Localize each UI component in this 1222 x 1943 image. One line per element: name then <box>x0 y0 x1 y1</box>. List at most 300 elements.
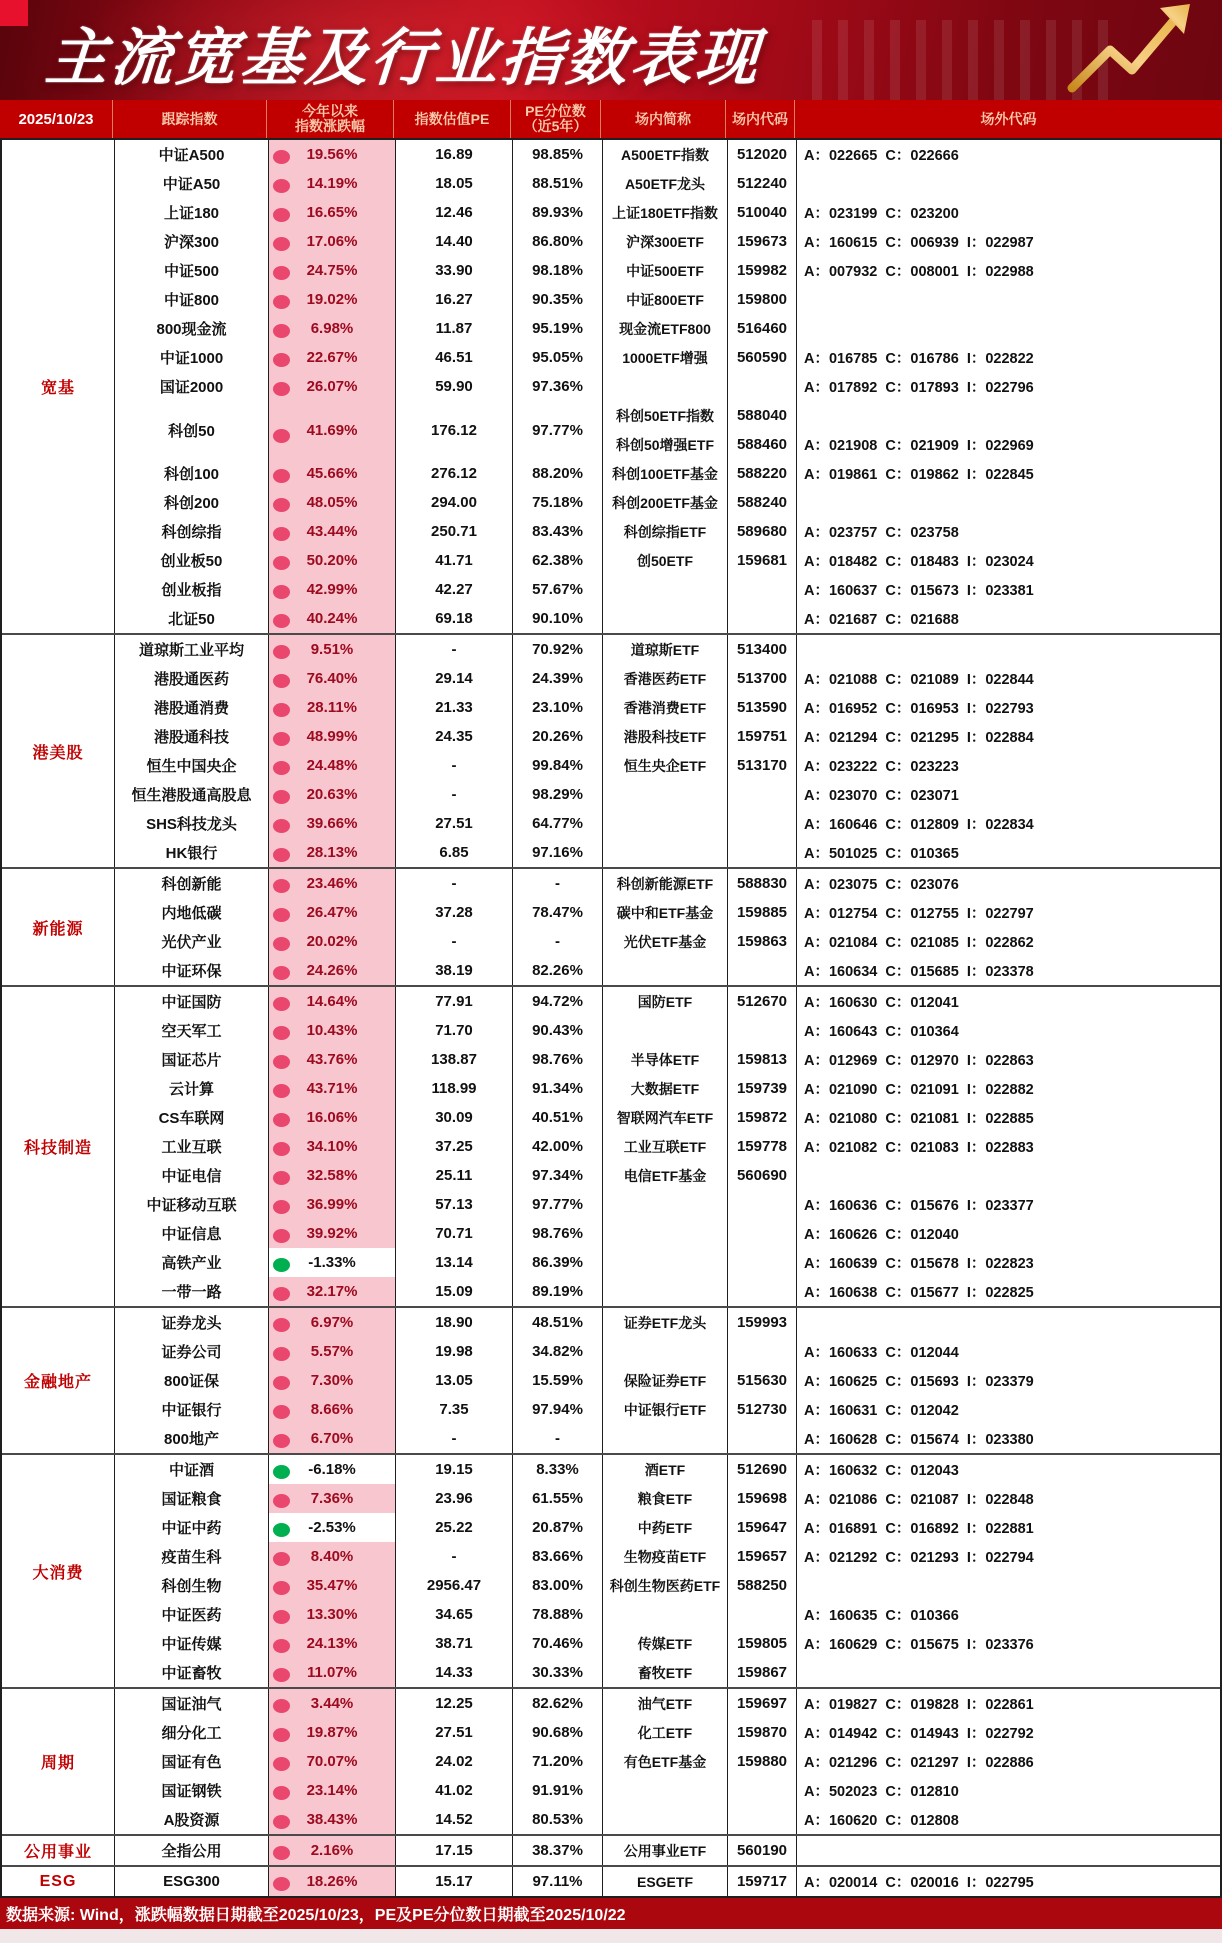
cell-exchange-code <box>728 838 797 867</box>
cell-exchange-code: 159880 <box>728 1747 797 1776</box>
subline: 588460 <box>736 436 788 453</box>
ytd-change-value: 20.63% <box>306 786 358 803</box>
header-date: 2025/10/23 <box>0 100 113 138</box>
change-dot-icon <box>273 1815 290 1829</box>
change-dot-icon <box>273 1171 290 1185</box>
cell-pe-percentile: 61.55% <box>513 1484 603 1513</box>
cell-index-name: 科创新能 <box>115 869 269 898</box>
cell-exchange-code: 512670 <box>728 987 797 1016</box>
footer-source: 数据来源: Wind，涨跌幅数据日期截至2025/10/23，PE及PE分位数日期截至2025/10/22 <box>6 1907 626 1924</box>
cell-index-name: 空天军工 <box>115 1016 269 1045</box>
table-row <box>115 1513 1220 1542</box>
cell-index-name: 国证粮食 <box>115 1484 269 1513</box>
cell-short-name: 半导体ETF <box>603 1045 728 1074</box>
cell-pe: 69.18 <box>396 604 513 633</box>
cell-short-name: 香港医药ETF <box>603 664 728 693</box>
bottom-strip <box>0 1929 1222 1943</box>
cell-ytd-change <box>269 780 396 809</box>
ytd-change-value: 43.76% <box>306 1051 358 1068</box>
cell-pe-percentile: 23.10% <box>513 693 603 722</box>
ytd-change-value: 24.26% <box>306 962 358 979</box>
change-dot-icon <box>273 1287 290 1301</box>
cell-pe: 24.02 <box>396 1747 513 1776</box>
table-row <box>115 1629 1220 1658</box>
cell-pe: 14.33 <box>396 1658 513 1687</box>
ytd-change-value: 24.75% <box>306 262 358 279</box>
cell-index-name: 港股通消费 <box>115 693 269 722</box>
cell-short-name: 科创200ETF基金 <box>603 488 728 517</box>
cell-ytd-change <box>269 1074 396 1103</box>
cell-ytd-change <box>269 1542 396 1571</box>
cell-pe: 14.52 <box>396 1805 513 1834</box>
ytd-change-value: 19.02% <box>306 291 358 308</box>
column-header-otc-code: 场外代码 <box>980 110 1037 127</box>
cell-exchange-code <box>728 575 797 604</box>
cell-exchange-code: 513400 <box>728 635 797 664</box>
cell-short-name: 酒ETF <box>603 1455 728 1484</box>
table-row <box>115 1190 1220 1219</box>
cell-short-name: 中证500ETF <box>603 256 728 285</box>
cell-index-name: 中证医药 <box>115 1600 269 1629</box>
cell-short-name <box>603 604 728 633</box>
cell-index-name: 一带一路 <box>115 1277 269 1306</box>
cell-exchange-code <box>728 1277 797 1306</box>
cell-pe: 30.09 <box>396 1103 513 1132</box>
cell-pe: 19.98 <box>396 1337 513 1366</box>
cell-pe: 29.14 <box>396 664 513 693</box>
table-row <box>115 604 1220 633</box>
cell-index-name: 中证移动互联 <box>115 1190 269 1219</box>
cell-short-name: 中证银行ETF <box>603 1395 728 1424</box>
cell-index-name: 中证信息 <box>115 1219 269 1248</box>
cell-ytd-change <box>269 1045 396 1074</box>
cell-exchange-code: 159647 <box>728 1513 797 1542</box>
cell-index-name: 中证酒 <box>115 1455 269 1484</box>
ytd-change-value: 6.70% <box>310 1430 354 1447</box>
ytd-change-value: 14.64% <box>306 993 358 1010</box>
cell-otc-codes: A：021090 C：021091 I：022882 <box>804 1082 1034 1098</box>
cell-index-name: 北证50 <box>115 604 269 633</box>
cell-otc-codes: A：021088 C：021089 I：022844 <box>804 672 1034 688</box>
cell-ytd-change <box>269 1277 396 1306</box>
cell-short-name: 现金流ETF800 <box>603 314 728 343</box>
cell-pe: 70.71 <box>396 1219 513 1248</box>
cell-pe: 118.99 <box>396 1074 513 1103</box>
cell-exchange-code: 588240 <box>728 488 797 517</box>
cell-pe: 138.87 <box>396 1045 513 1074</box>
ytd-change-value: 11.07% <box>306 1664 358 1681</box>
table-row <box>115 372 1220 401</box>
table-row <box>115 809 1220 838</box>
change-dot-icon <box>273 556 290 570</box>
cell-pe-percentile: 71.20% <box>513 1747 603 1776</box>
cell-ytd-change <box>269 604 396 633</box>
cell-index-name: 中证国防 <box>115 987 269 1016</box>
cell-otc-codes: A：021296 C：021297 I：022886 <box>804 1755 1034 1771</box>
table-row <box>115 1366 1220 1395</box>
change-dot-icon <box>273 1200 290 1214</box>
cell-otc-codes <box>797 1161 1220 1190</box>
cell-index-name: 国证2000 <box>115 372 269 401</box>
cell-pe-percentile: 98.85% <box>513 140 603 169</box>
cell-pe: 19.15 <box>396 1455 513 1484</box>
cell-ytd-change <box>269 343 396 372</box>
column-header-index: 跟踪指数 <box>113 100 267 138</box>
cell-ytd-change <box>269 401 396 459</box>
subline: 科创50ETF指数 <box>615 407 714 424</box>
cell-exchange-code: 159681 <box>728 546 797 575</box>
cell-short-name: 沪深300ETF <box>603 227 728 256</box>
cell-short-name <box>603 1424 728 1453</box>
cell-pe: 276.12 <box>396 459 513 488</box>
cell-index-name: 上证180 <box>115 198 269 227</box>
table-row <box>115 1277 1220 1306</box>
cell-short-name: 香港消费ETF <box>603 693 728 722</box>
cell-short-name: 油气ETF <box>603 1689 728 1718</box>
cell-short-name: 上证180ETF指数 <box>603 198 728 227</box>
ytd-change-value: 32.17% <box>306 1283 358 1300</box>
change-dot-icon <box>273 614 290 628</box>
change-dot-icon <box>273 353 290 367</box>
ytd-change-value: -1.33% <box>308 1254 356 1271</box>
cell-exchange-code <box>728 372 797 401</box>
cell-index-name: 沪深300 <box>115 227 269 256</box>
cell-otc-codes <box>797 635 1220 664</box>
cell-pe: 250.71 <box>396 517 513 546</box>
cell-ytd-change <box>269 227 396 256</box>
cell-pe-percentile: 97.94% <box>513 1395 603 1424</box>
cell-exchange-code: 560690 <box>728 1161 797 1190</box>
cell-pe: 77.91 <box>396 987 513 1016</box>
cell-short-name: 生物疫苗ETF <box>603 1542 728 1571</box>
ytd-change-value: 26.47% <box>306 904 358 921</box>
cell-exchange-code <box>728 1219 797 1248</box>
cell-short-name: 科创100ETF基金 <box>603 459 728 488</box>
subline <box>797 401 1220 430</box>
cell-short-name <box>603 1805 728 1834</box>
cell-pe-percentile: - <box>513 927 603 956</box>
cell-otc-codes <box>797 285 1220 314</box>
cell-ytd-change <box>269 809 396 838</box>
cell-pe-percentile: 70.92% <box>513 635 603 664</box>
cell-otc-codes: A：160646 C：012809 I：022834 <box>804 817 1034 833</box>
cell-short-name <box>603 1190 728 1219</box>
table-row <box>115 1337 1220 1366</box>
cell-index-name: 科创综指 <box>115 517 269 546</box>
cell-ytd-change <box>269 1689 396 1718</box>
ytd-change-value: -2.53% <box>308 1519 356 1536</box>
cell-otc-codes: A：160625 C：015693 I：023379 <box>804 1374 1034 1390</box>
cell-short-name: A50ETF龙头 <box>603 169 728 198</box>
cell-exchange-code <box>728 1776 797 1805</box>
cell-otc-codes: A：017892 C：017893 I：022796 <box>804 380 1034 396</box>
cell-otc-codes: A：016785 C：016786 I：022822 <box>804 351 1034 367</box>
cell-pe-percentile: 34.82% <box>513 1337 603 1366</box>
cell-exchange-code: 159751 <box>728 722 797 751</box>
ytd-change-value: 48.05% <box>306 494 358 511</box>
cell-ytd-change <box>269 1424 396 1453</box>
cell-pe-percentile: 38.37% <box>513 1836 603 1865</box>
cell-index-name: 800证保 <box>115 1366 269 1395</box>
subline: 588040 <box>736 407 788 424</box>
cell-pe: 16.27 <box>396 285 513 314</box>
table-row <box>115 987 1220 1016</box>
table-row <box>115 956 1220 985</box>
cell-short-name <box>603 1219 728 1248</box>
cell-exchange-code: 513590 <box>728 693 797 722</box>
change-dot-icon <box>273 879 290 893</box>
cell-pe: 18.05 <box>396 169 513 198</box>
cell-ytd-change <box>269 898 396 927</box>
cell-short-name <box>603 401 728 459</box>
cell-index-name: 恒生中国央企 <box>115 751 269 780</box>
cell-pe: 46.51 <box>396 343 513 372</box>
ytd-change-value: 39.66% <box>306 815 358 832</box>
cell-index-name: 800地产 <box>115 1424 269 1453</box>
cell-pe: 16.89 <box>396 140 513 169</box>
ytd-change-value: 34.10% <box>306 1138 358 1155</box>
cell-pe-percentile: 8.33% <box>513 1455 603 1484</box>
ytd-change-value: 35.47% <box>306 1577 358 1594</box>
cell-index-name: CS车联网 <box>115 1103 269 1132</box>
cell-pe: 11.87 <box>396 314 513 343</box>
ytd-change-value: 6.98% <box>310 320 354 337</box>
cell-exchange-code: 588830 <box>728 869 797 898</box>
change-dot-icon <box>273 1026 290 1040</box>
cell-otc-codes <box>797 314 1220 343</box>
column-header-change-line2: 指数涨跌幅 <box>295 118 365 134</box>
change-dot-icon <box>273 237 290 251</box>
cell-short-name: 港股科技ETF <box>603 722 728 751</box>
table-row <box>115 401 1220 459</box>
cell-pe: 24.35 <box>396 722 513 751</box>
change-dot-icon <box>273 1347 290 1361</box>
column-header-pe: 指数估值PE <box>394 100 511 138</box>
category-label: ESG <box>2 1867 115 1896</box>
table-row <box>115 459 1220 488</box>
cell-short-name <box>603 1600 728 1629</box>
cell-otc-codes <box>797 1658 1220 1687</box>
cell-index-name: 细分化工 <box>115 1718 269 1747</box>
change-dot-icon <box>273 295 290 309</box>
cell-ytd-change <box>269 664 396 693</box>
table-row <box>115 722 1220 751</box>
cell-short-name: 传媒ETF <box>603 1629 728 1658</box>
cell-pe: 27.51 <box>396 809 513 838</box>
cell-index-name: 国证钢铁 <box>115 1776 269 1805</box>
change-dot-icon <box>273 1465 290 1479</box>
cell-exchange-code: 159885 <box>728 898 797 927</box>
cell-pe: - <box>396 1542 513 1571</box>
cell-index-name: 中证传媒 <box>115 1629 269 1658</box>
cell-pe-percentile: 94.72% <box>513 987 603 1016</box>
section <box>2 1687 1220 1834</box>
column-header-exchange-code: 场内代码 <box>726 100 795 138</box>
ytd-change-value: 9.51% <box>310 641 354 658</box>
cell-short-name <box>603 575 728 604</box>
ytd-change-value: 7.30% <box>310 1372 354 1389</box>
change-dot-icon <box>273 208 290 222</box>
table-row <box>115 1132 1220 1161</box>
cell-ytd-change <box>269 1747 396 1776</box>
cell-ytd-change <box>269 1776 396 1805</box>
ytd-change-value: 20.02% <box>306 933 358 950</box>
cell-index-name: 科创生物 <box>115 1571 269 1600</box>
category-label: 周期 <box>2 1689 115 1834</box>
cell-short-name: 公用事业ETF <box>603 1836 728 1865</box>
cell-otc-codes: A：007932 C：008001 I：022988 <box>804 264 1034 280</box>
cell-exchange-code: 515630 <box>728 1366 797 1395</box>
cell-index-name: 国证芯片 <box>115 1045 269 1074</box>
table-row <box>115 635 1220 664</box>
change-dot-icon <box>273 937 290 951</box>
corner-accent <box>0 0 28 26</box>
cell-otc-codes: A：012969 C：012970 I：022863 <box>804 1053 1034 1069</box>
cell-ytd-change <box>269 838 396 867</box>
cell-index-name: 证券龙头 <box>115 1308 269 1337</box>
cell-pe: 6.85 <box>396 838 513 867</box>
section <box>2 633 1220 867</box>
cell-exchange-code: 560190 <box>728 1836 797 1865</box>
cell-pe: - <box>396 635 513 664</box>
table-row <box>115 1805 1220 1834</box>
cell-index-name: 国证有色 <box>115 1747 269 1776</box>
cell-ytd-change <box>269 956 396 985</box>
table-row <box>115 1718 1220 1747</box>
cell-otc-codes: A：023757 C：023758 <box>804 525 959 541</box>
cell-pe: - <box>396 780 513 809</box>
category-label: 宽基 <box>2 140 115 633</box>
cell-otc-codes: A：023075 C：023076 <box>804 877 959 893</box>
cell-ytd-change <box>269 1337 396 1366</box>
cell-ytd-change <box>269 1103 396 1132</box>
table-row <box>115 1542 1220 1571</box>
cell-otc-codes: A：021294 C：021295 I：022884 <box>804 730 1034 746</box>
cell-short-name <box>603 1248 728 1277</box>
table-row <box>115 927 1220 956</box>
cell-exchange-code <box>728 1600 797 1629</box>
cell-pe: 18.90 <box>396 1308 513 1337</box>
cell-index-name: 高铁产业 <box>115 1248 269 1277</box>
table-row <box>115 693 1220 722</box>
subline: A：021908 C：021909 I：022969 <box>804 438 1034 454</box>
cell-pe: 15.17 <box>396 1867 513 1896</box>
table-row <box>115 1395 1220 1424</box>
change-dot-icon <box>273 1728 290 1742</box>
cell-index-name: 中证500 <box>115 256 269 285</box>
cell-short-name: 1000ETF增强 <box>603 343 728 372</box>
cell-otc-codes: A：160634 C：015685 I：023378 <box>804 964 1034 980</box>
cell-ytd-change <box>269 869 396 898</box>
footer <box>0 1898 1222 1929</box>
table-row <box>115 1219 1220 1248</box>
table-row <box>115 1600 1220 1629</box>
cell-pe: 41.02 <box>396 1776 513 1805</box>
cell-exchange-code <box>728 1190 797 1219</box>
cell-ytd-change <box>269 693 396 722</box>
cell-ytd-change <box>269 927 396 956</box>
cell-pe-percentile: 99.84% <box>513 751 603 780</box>
cell-otc-codes: A：160631 C：012042 <box>804 1403 959 1419</box>
cell-otc-codes: A：160639 C：015678 I：022823 <box>804 1256 1034 1272</box>
cell-short-name: 畜牧ETF <box>603 1658 728 1687</box>
cell-pe-percentile: 24.39% <box>513 664 603 693</box>
change-dot-icon <box>273 1552 290 1566</box>
cell-exchange-code: 159778 <box>728 1132 797 1161</box>
cell-exchange-code: 159800 <box>728 285 797 314</box>
cell-otc-codes: A：160635 C：010366 <box>804 1608 959 1624</box>
page-title: 主流宽基及行业指数表现 <box>43 25 763 93</box>
cell-otc-codes: A：023199 C：023200 <box>804 206 959 222</box>
cell-exchange-code: 589680 <box>728 517 797 546</box>
cell-pe-percentile: 95.05% <box>513 343 603 372</box>
cell-index-name: 科创200 <box>115 488 269 517</box>
table-header-row <box>0 100 1222 138</box>
change-dot-icon <box>273 1699 290 1713</box>
change-dot-icon <box>273 1523 290 1537</box>
cell-exchange-code: 513700 <box>728 664 797 693</box>
cell-ytd-change <box>269 169 396 198</box>
cell-ytd-change <box>269 1718 396 1747</box>
cell-exchange-code: 159870 <box>728 1718 797 1747</box>
table-row <box>115 664 1220 693</box>
cell-exchange-code: 159863 <box>728 927 797 956</box>
cell-pe-percentile: 86.80% <box>513 227 603 256</box>
table-row <box>115 227 1220 256</box>
cell-index-name: 中证银行 <box>115 1395 269 1424</box>
ytd-change-value: 50.20% <box>306 552 358 569</box>
change-dot-icon <box>273 1668 290 1682</box>
cell-pe-percentile: 89.93% <box>513 198 603 227</box>
ytd-change-value: 40.24% <box>306 610 358 627</box>
cell-index-name: 光伏产业 <box>115 927 269 956</box>
cell-index-name: 恒生港股通高股息 <box>115 780 269 809</box>
table-row <box>115 1103 1220 1132</box>
cell-otc-codes: A：022665 C：022666 <box>804 148 959 164</box>
cell-otc-codes: A：018482 C：018483 I：023024 <box>804 554 1034 570</box>
cell-otc-codes: A：021086 C：021087 I：022848 <box>804 1492 1034 1508</box>
cell-ytd-change <box>269 546 396 575</box>
cell-pe: 15.09 <box>396 1277 513 1306</box>
cell-otc-codes: A：021084 C：021085 I：022862 <box>804 935 1034 951</box>
change-dot-icon <box>273 1258 290 1272</box>
cell-index-name: SHS科技龙头 <box>115 809 269 838</box>
cell-pe: 37.25 <box>396 1132 513 1161</box>
cell-short-name <box>603 372 728 401</box>
cell-exchange-code: 159813 <box>728 1045 797 1074</box>
cell-pe-percentile: 90.43% <box>513 1016 603 1045</box>
ytd-change-value: 24.13% <box>306 1635 358 1652</box>
change-dot-icon <box>273 150 290 164</box>
cell-otc-codes: A：160638 C：015677 I：022825 <box>804 1285 1034 1301</box>
cell-exchange-code: 512020 <box>728 140 797 169</box>
cell-pe-percentile: 82.26% <box>513 956 603 985</box>
category-label: 金融地产 <box>2 1308 115 1453</box>
change-dot-icon <box>273 790 290 804</box>
cell-index-name: 中证中药 <box>115 1513 269 1542</box>
cell-index-name: A股资源 <box>115 1805 269 1834</box>
cell-otc-codes: A：160633 C：012044 <box>804 1345 959 1361</box>
cell-pe-percentile: 62.38% <box>513 546 603 575</box>
cell-short-name <box>603 1277 728 1306</box>
column-header-change <box>267 100 394 138</box>
cell-exchange-code: 588220 <box>728 459 797 488</box>
cell-ytd-change <box>269 1248 396 1277</box>
section-rows <box>115 869 1220 985</box>
ytd-change-value: 41.69% <box>306 421 358 439</box>
change-dot-icon <box>273 1405 290 1419</box>
cell-pe: 2956.47 <box>396 1571 513 1600</box>
